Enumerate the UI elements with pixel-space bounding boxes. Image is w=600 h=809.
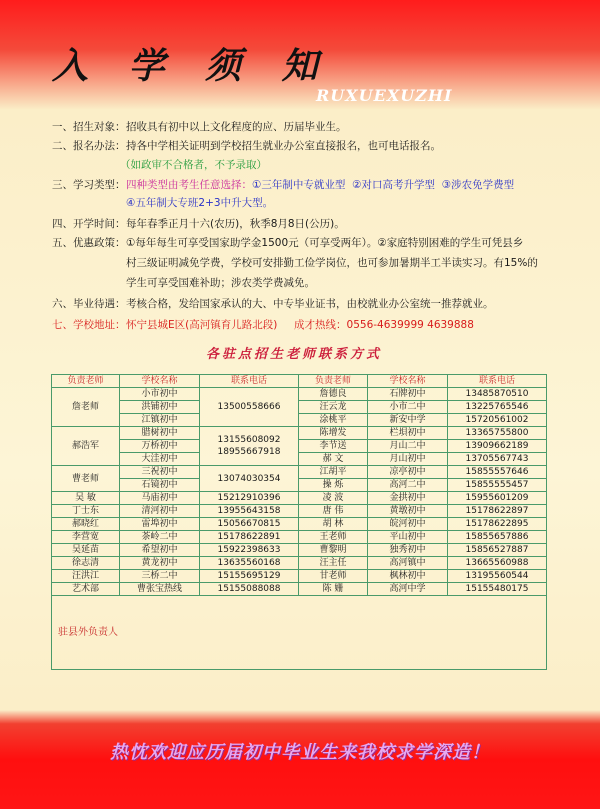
teacher-name: 汪主任 xyxy=(299,557,368,570)
header-school: 学校名称 xyxy=(120,375,200,388)
teacher-name: 唐 伟 xyxy=(299,505,368,518)
table-row xyxy=(52,388,547,401)
table-row xyxy=(52,479,547,492)
phone-line: 13155608092 xyxy=(217,435,281,445)
teacher-name: 陈 姗 xyxy=(299,583,368,596)
school-name: 小市二中 xyxy=(368,401,448,414)
teacher-name: 甘老师 xyxy=(299,570,368,583)
page-title: 入 学 须 知 xyxy=(52,45,332,87)
table-row xyxy=(52,414,547,427)
notice-5-line-3: 学生可享受国难补助；涉农类学费减免。 xyxy=(126,277,315,289)
phone-number: 15178622895 xyxy=(448,518,547,531)
teacher-name: 詹老师 xyxy=(52,388,120,427)
phone-number: 15720561002 xyxy=(448,414,547,427)
teacher-name: 凌 波 xyxy=(299,492,368,505)
teacher-name: 李营宽 xyxy=(52,531,120,544)
teacher-name: 江胡平 xyxy=(299,466,368,479)
phone-number: 13665560988 xyxy=(448,557,547,570)
teacher-name: 汪洪江 xyxy=(52,570,120,583)
foreign-contacts-row xyxy=(52,596,547,670)
notice-2: 二、报名办法：持各中学相关证明到学校招生就业办公室直接报名，也可电话报名。 xyxy=(52,140,441,152)
phone-number: 15178622891 xyxy=(200,531,299,544)
teacher-name: 郝 文 xyxy=(299,453,368,466)
phone-number: 15056670815 xyxy=(200,518,299,531)
table-row xyxy=(52,518,547,531)
school-name: 小市初中 xyxy=(120,388,200,401)
phone-number: 13225765546 xyxy=(448,401,547,414)
teacher-name: 丁士东 xyxy=(52,505,120,518)
school-name: 高河二中 xyxy=(368,479,448,492)
notice-3: 三、学习类型：四种类型由考生任意选择：①三年制中专就业型 ②对口高考升学型 ③涉农免学费型 xyxy=(52,179,515,191)
phone-number: 15155695129 xyxy=(200,570,299,583)
contacts-table xyxy=(51,374,547,670)
table-row xyxy=(52,531,547,544)
teacher-name: 吴 敏 xyxy=(52,492,120,505)
header-phone: 联系电话 xyxy=(200,375,299,388)
teacher-name: 胡 林 xyxy=(299,518,368,531)
teacher-name: 郝晓红 xyxy=(52,518,120,531)
phone-number: 13909662189 xyxy=(448,440,547,453)
footer-slogan: 热忱欢迎应历届初中毕业生来我校求学深造！ xyxy=(110,742,490,763)
header-phone: 联系电话 xyxy=(448,375,547,388)
teacher-name: 操 烁 xyxy=(299,479,368,492)
school-name: 大洼初中 xyxy=(120,453,200,466)
header-teacher: 负责老师 xyxy=(299,375,368,388)
school-name: 三桥二中 xyxy=(120,570,200,583)
foreign-contacts-label: 驻县外负责人 xyxy=(52,596,547,670)
table-row xyxy=(52,557,547,570)
notice-7: 七、学校地址：怀宁县城E区(高河镇育儿路北段) 成才热线：0556-4639999 4639888 xyxy=(52,319,474,331)
school-name: 石牌初中 xyxy=(368,388,448,401)
school-name: 江镇初中 xyxy=(120,414,200,427)
phone-number: 15855657886 xyxy=(448,531,547,544)
school-name: 雷埠初中 xyxy=(120,518,200,531)
phone-number xyxy=(200,427,299,466)
school-name: 希望初中 xyxy=(120,544,200,557)
phone-number: 13195560544 xyxy=(448,570,547,583)
phone-number: 13955643158 xyxy=(200,505,299,518)
teacher-name: 陈增发 xyxy=(299,427,368,440)
table-row xyxy=(52,505,547,518)
school-name: 枫林初中 xyxy=(368,570,448,583)
school-name: 新安中学 xyxy=(368,414,448,427)
school-name: 三祝初中 xyxy=(120,466,200,479)
table-row xyxy=(52,544,547,557)
table-row xyxy=(52,440,547,453)
school-name: 清河初中 xyxy=(120,505,200,518)
school-name: 高河镇中 xyxy=(368,557,448,570)
phone-number: 15855557646 xyxy=(448,466,547,479)
school-name: 腊树初中 xyxy=(120,427,200,440)
phone-line: 18955667918 xyxy=(217,447,281,457)
school-name: 皖河初中 xyxy=(368,518,448,531)
phone-number: 15855555457 xyxy=(448,479,547,492)
phone-number: 15178622897 xyxy=(448,505,547,518)
school-name: 平山初中 xyxy=(368,531,448,544)
notice-6: 六、毕业待遇：考核合格，发给国家承认的大、中专毕业证书，由校就业办公室统一推荐就业。 xyxy=(52,298,494,310)
school-name: 茶岭二中 xyxy=(120,531,200,544)
phone-number: 13074030354 xyxy=(200,466,299,492)
table-row xyxy=(52,453,547,466)
school-name: 石镜初中 xyxy=(120,479,200,492)
school-name: 栏垻初中 xyxy=(368,427,448,440)
school-name: 高河中学 xyxy=(368,583,448,596)
table-row xyxy=(52,570,547,583)
teacher-name: 郝浩军 xyxy=(52,427,120,466)
school-name: 曹张宝热线 xyxy=(120,583,200,596)
table-header-row xyxy=(52,375,547,388)
teacher-name: 徐志清 xyxy=(52,557,120,570)
school-name: 万桥初中 xyxy=(120,440,200,453)
notice-5: 五、优惠政策：①每年每生可享受国家助学金1500元（可享受两年）。②家庭特别困难的学生可凭县乡 xyxy=(52,237,524,249)
phone-number: 13485870510 xyxy=(448,388,547,401)
phone-number: 15922398633 xyxy=(200,544,299,557)
phone-number: 15155480175 xyxy=(448,583,547,596)
school-name: 凉亭初中 xyxy=(368,466,448,479)
phone-number: 15155088088 xyxy=(200,583,299,596)
notice-1: 一、招生对象：招收具有初中以上文化程度的应、历届毕业生。 xyxy=(52,121,347,133)
teacher-name: 曹老师 xyxy=(52,466,120,492)
phone-number: 13635560168 xyxy=(200,557,299,570)
teacher-name: 涂桃平 xyxy=(299,414,368,427)
header-teacher: 负责老师 xyxy=(52,375,120,388)
school-address: 怀宁县城E区(高河镇育儿路北段) xyxy=(126,319,278,331)
teacher-name: 汪云龙 xyxy=(299,401,368,414)
table-row xyxy=(52,583,547,596)
school-name: 月山初中 xyxy=(368,453,448,466)
school-name: 马庙初中 xyxy=(120,492,200,505)
teacher-name: 吴延苗 xyxy=(52,544,120,557)
phone-number: 13365755800 xyxy=(448,427,547,440)
table-row xyxy=(52,492,547,505)
notice-5-line-2: 村三级证明减免学费，学校可安排勤工俭学岗位，也可参加暑期半工半读实习。有15%的 xyxy=(126,257,538,269)
teacher-name: 李节送 xyxy=(299,440,368,453)
teacher-name: 曹黎明 xyxy=(299,544,368,557)
phone-number: 15955601209 xyxy=(448,492,547,505)
school-name: 金拱初中 xyxy=(368,492,448,505)
table-row xyxy=(52,427,547,440)
header-school: 学校名称 xyxy=(368,375,448,388)
table-row xyxy=(52,466,547,479)
phone-number: 13500558666 xyxy=(200,388,299,427)
phone-number: 15856527887 xyxy=(448,544,547,557)
teacher-name: 艺术部 xyxy=(52,583,120,596)
table-row xyxy=(52,401,547,414)
school-name: 洪铺初中 xyxy=(120,401,200,414)
school-name: 黄墩初中 xyxy=(368,505,448,518)
teacher-name: 王老师 xyxy=(299,531,368,544)
notice-2-note: （如政审不合格者，不予录取） xyxy=(120,159,267,171)
school-name: 月山二中 xyxy=(368,440,448,453)
school-name: 黄龙初中 xyxy=(120,557,200,570)
notice-3-option-4: ④五年制大专班2+3中升大型。 xyxy=(126,197,274,209)
phone-number: 15212910396 xyxy=(200,492,299,505)
school-name: 独秀初中 xyxy=(368,544,448,557)
page-subtitle-en: RUXUEXUZHI xyxy=(316,86,453,105)
hotline-number: 0556-4639999 4639888 xyxy=(346,319,474,331)
contacts-title: 各驻点招生老师联系方式 xyxy=(206,347,383,362)
teacher-name: 詹德良 xyxy=(299,388,368,401)
hotline-label: 成才热线： xyxy=(294,319,347,331)
phone-number: 13705567743 xyxy=(448,453,547,466)
notice-4: 四、开学时间：每年春季正月十六(农历)，秋季8月8日(公历)。 xyxy=(52,218,345,230)
